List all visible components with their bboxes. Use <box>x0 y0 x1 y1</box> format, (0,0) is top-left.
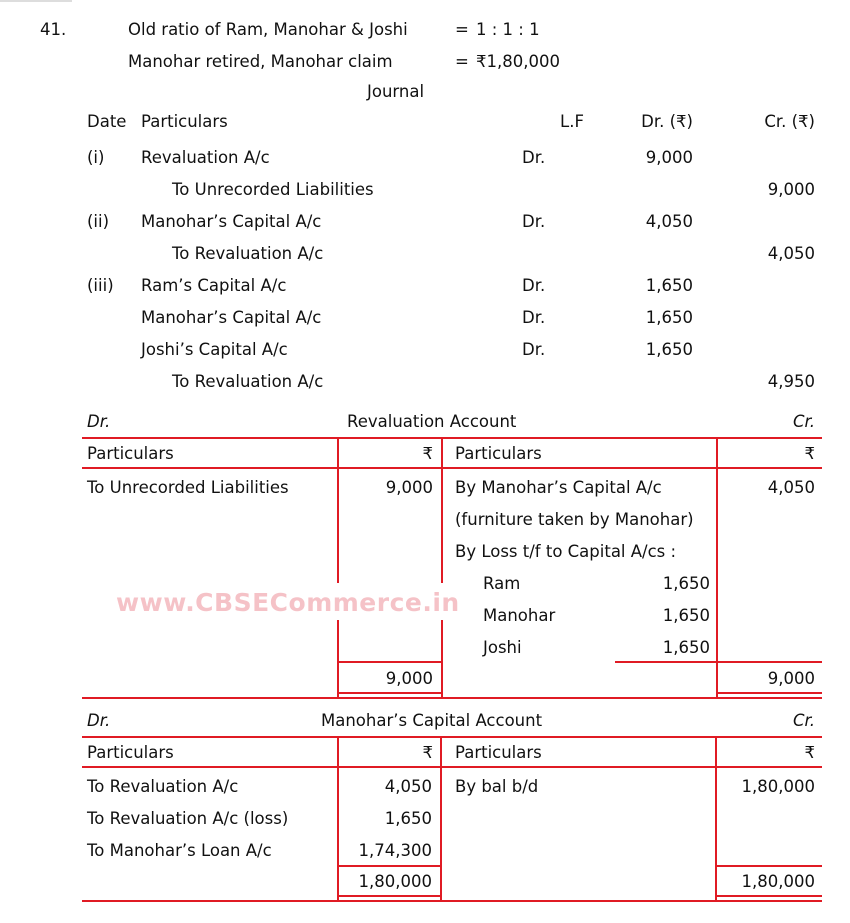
journal-row-particulars: Manohar’s Capital A/c <box>141 308 322 327</box>
journal-row-date: (ii) <box>87 212 110 231</box>
capital-total-right: 1,80,000 <box>741 872 815 891</box>
ratio-equals: = <box>455 20 469 39</box>
capital-left-amount: 1,650 <box>384 809 432 828</box>
journal-row-particulars: To Revaluation A/c <box>172 244 324 263</box>
journal-row-particulars: Ram’s Capital A/c <box>141 276 287 295</box>
partner-name: Manohar <box>483 606 556 625</box>
revaluation-left-entry: To Unrecorded Liabilities <box>87 478 289 497</box>
capital-header-rule <box>82 766 822 768</box>
capital-top-rule <box>82 736 822 738</box>
claim-equals: = <box>455 52 469 71</box>
capital-header-particulars: Particulars <box>87 743 174 762</box>
claim-label: Manohar retired, Manohar claim <box>128 52 393 71</box>
journal-row-particulars: Revaluation A/c <box>141 148 270 167</box>
journal-row-dr: 4,050 <box>645 212 693 231</box>
revaluation-dr-label: Dr. <box>87 412 111 431</box>
journal-row-dr-mark: Dr. <box>522 340 546 359</box>
ratio-label: Old ratio of Ram, Manohar & Joshi <box>128 20 408 39</box>
partner-amount: 1,650 <box>662 574 710 593</box>
partner-name: Joshi <box>483 638 522 657</box>
revaluation-cr-label: Cr. <box>792 412 815 431</box>
revaluation-right-note: (furniture taken by Manohar) <box>455 510 694 529</box>
capital-bottom-rule <box>82 900 822 902</box>
revaluation-header-rule <box>82 467 822 469</box>
capital-header-amount: ₹ <box>422 743 433 762</box>
capital-double-rule <box>715 895 822 897</box>
journal-row-dr-mark: Dr. <box>522 212 546 231</box>
journal-header-particulars: Particulars <box>141 112 228 131</box>
journal-row-date: (iii) <box>87 276 114 295</box>
revaluation-header-particulars: Particulars <box>87 444 174 463</box>
revaluation-col-divider <box>337 437 339 583</box>
revaluation-total-left: 9,000 <box>385 669 433 688</box>
journal-row-dr: 1,650 <box>645 340 693 359</box>
journal-header-date: Date <box>87 112 127 131</box>
capital-total-rule <box>337 865 442 867</box>
capital-header-amount: ₹ <box>804 743 815 762</box>
revaluation-left-amount: 9,000 <box>385 478 433 497</box>
revaluation-col-divider <box>716 437 718 698</box>
capital-left-entry: To Revaluation A/c (loss) <box>87 809 289 828</box>
journal-row-date: (i) <box>87 148 105 167</box>
claim-value: ₹1,80,000 <box>476 52 560 71</box>
journal-row-dr: 9,000 <box>645 148 693 167</box>
journal-header-lf: L.F <box>560 112 584 131</box>
revaluation-header-amount: ₹ <box>422 444 433 463</box>
capital-double-rule <box>337 895 442 897</box>
partner-amount: 1,650 <box>662 638 710 657</box>
capital-header-particulars: Particulars <box>455 743 542 762</box>
capital-title: Manohar’s Capital Account <box>321 711 543 730</box>
capital-col-divider <box>440 736 442 901</box>
journal-header-dr: Dr. (₹) <box>641 112 693 131</box>
journal-row-particulars: Manohar’s Capital A/c <box>141 212 322 231</box>
capital-cr-label: Cr. <box>792 711 815 730</box>
revaluation-top-rule <box>82 437 822 439</box>
journal-header-cr: Cr. (₹) <box>764 112 815 131</box>
journal-row-cr: 4,950 <box>767 372 815 391</box>
question-number: 41. <box>40 20 67 39</box>
revaluation-col-divider <box>337 620 339 698</box>
revaluation-right-entry: By Manohar’s Capital A/c <box>455 478 662 497</box>
revaluation-right-amount: 4,050 <box>767 478 815 497</box>
journal-row-cr: 9,000 <box>767 180 815 199</box>
capital-right-entry: By bal b/d <box>455 777 539 796</box>
partner-amount: 1,650 <box>662 606 710 625</box>
revaluation-bottom-rule <box>82 697 822 699</box>
capital-total-rule <box>715 865 822 867</box>
capital-left-entry: To Revaluation A/c <box>87 777 239 796</box>
journal-row-particulars: Joshi’s Capital A/c <box>141 340 288 359</box>
revaluation-col-divider <box>441 620 443 698</box>
capital-right-amount: 1,80,000 <box>741 777 815 796</box>
partner-name: Ram <box>483 574 521 593</box>
revaluation-header-particulars: Particulars <box>455 444 542 463</box>
revaluation-title: Revaluation Account <box>347 412 517 431</box>
journal-row-dr-mark: Dr. <box>522 276 546 295</box>
capital-left-entry: To Manohar’s Loan A/c <box>87 841 272 860</box>
revaluation-right-entry: By Loss t/f to Capital A/cs : <box>455 542 677 561</box>
capital-left-amount: 1,74,300 <box>358 841 432 860</box>
revaluation-total-right: 9,000 <box>767 669 815 688</box>
journal-row-dr-mark: Dr. <box>522 148 546 167</box>
watermark: www.CBSECommerce.in <box>116 588 460 617</box>
journal-row-dr: 1,650 <box>645 308 693 327</box>
ratio-value: 1 : 1 : 1 <box>476 20 540 39</box>
capital-left-amount: 4,050 <box>384 777 432 796</box>
journal-title: Journal <box>367 82 425 101</box>
top-edge-rule <box>0 0 72 2</box>
revaluation-double-rule <box>337 692 443 694</box>
journal-row-dr-mark: Dr. <box>522 308 546 327</box>
revaluation-col-divider <box>441 437 443 583</box>
revaluation-double-rule <box>716 692 822 694</box>
revaluation-total-rule <box>337 661 443 663</box>
journal-row-dr: 1,650 <box>645 276 693 295</box>
revaluation-header-amount: ₹ <box>804 444 815 463</box>
capital-total-left: 1,80,000 <box>358 872 432 891</box>
journal-row-particulars: To Revaluation A/c <box>172 372 324 391</box>
journal-row-cr: 4,050 <box>767 244 815 263</box>
capital-dr-label: Dr. <box>87 711 111 730</box>
revaluation-subtotal-rule <box>615 661 822 663</box>
journal-row-particulars: To Unrecorded Liabilities <box>172 180 374 199</box>
